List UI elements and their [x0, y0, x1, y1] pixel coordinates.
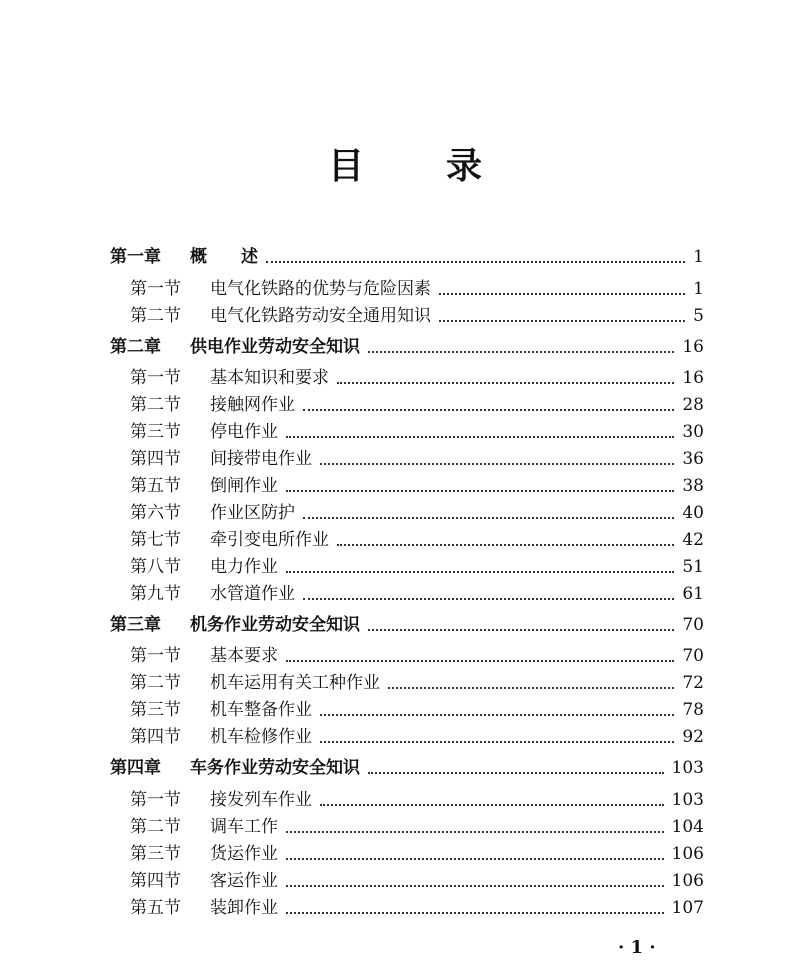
- toc-section-row: [0, 303, 800, 329]
- toc-entry-title: 客运作业: [210, 871, 278, 891]
- toc-page-number: 36: [682, 449, 704, 469]
- toc-leader-dots: [286, 877, 664, 887]
- toc-leader-dots: [320, 706, 674, 716]
- toc-page-number: 28: [682, 395, 704, 415]
- toc-leader-dots: [286, 904, 664, 914]
- toc-page-number: 104: [671, 817, 704, 837]
- toc-entry-title: 基本要求: [210, 646, 278, 666]
- toc-leader-dots: [303, 401, 674, 411]
- toc-page-number: 103: [671, 790, 704, 810]
- toc-entry-title: 电气化铁路的优势与危险因素: [210, 279, 431, 299]
- toc-leader-dots: [286, 823, 664, 833]
- toc-entry-title: 电气化铁路劳动安全通用知识: [210, 306, 431, 326]
- toc-page-number: 51: [682, 557, 704, 577]
- toc-section-row: [0, 670, 800, 696]
- toc-section-row: [0, 581, 800, 607]
- toc-leader-dots: [439, 312, 685, 322]
- toc-section-row: [0, 895, 800, 921]
- toc-page-number: 72: [682, 673, 704, 693]
- toc-leader-dots: [286, 563, 674, 573]
- toc-entry-label: 第四节: [130, 449, 181, 469]
- toc-entry-title: 车务作业劳动安全知识: [190, 758, 360, 778]
- toc-entry-title: 接触网作业: [210, 395, 295, 415]
- toc-section-row: [0, 643, 800, 669]
- toc-entry-title: 作业区防护: [210, 503, 295, 523]
- toc-page-number: 78: [682, 700, 704, 720]
- toc-entry-label: 第四章: [110, 758, 161, 778]
- toc-page-number: 16: [682, 337, 704, 357]
- toc-leader-dots: [266, 253, 685, 263]
- toc-page-number: 107: [671, 898, 704, 918]
- toc-section-row: [0, 841, 800, 867]
- toc-entry-title: 基本知识和要求: [210, 368, 329, 388]
- toc-entry-title: 接发列车作业: [210, 790, 312, 810]
- toc-page-number: 1: [693, 279, 704, 299]
- toc-entry-label: 第五节: [130, 476, 181, 496]
- toc-leader-dots: [286, 652, 674, 662]
- toc-entry-label: 第八节: [130, 557, 181, 577]
- toc-section-row: [0, 419, 800, 445]
- toc-entry-label: 第二节: [130, 395, 181, 415]
- toc-section-row: [0, 276, 800, 302]
- toc-entry-label: 第二节: [130, 306, 181, 326]
- toc-section-row: [0, 500, 800, 526]
- toc-entry-label: 第四节: [130, 727, 181, 747]
- toc-page-number: 16: [682, 368, 704, 388]
- toc-entry-label: 第一节: [130, 368, 181, 388]
- toc-page-number: 70: [682, 646, 704, 666]
- toc-entry-title: 装卸作业: [210, 898, 278, 918]
- toc-chapter-row: [0, 612, 800, 638]
- toc-leader-dots: [320, 733, 674, 743]
- toc-leader-dots: [286, 482, 674, 492]
- toc-page-number: 42: [682, 530, 704, 550]
- toc-section-row: [0, 473, 800, 499]
- page-title: [0, 142, 800, 192]
- toc-entry-title: 机车整备作业: [210, 700, 312, 720]
- toc-section-row: [0, 724, 800, 750]
- toc-entry-label: 第二章: [110, 337, 161, 357]
- title-char-lu: 录: [446, 146, 483, 187]
- toc-entry-title: 供电作业劳动安全知识: [190, 337, 360, 357]
- toc-chapter-row: [0, 244, 800, 270]
- toc-leader-dots: [337, 536, 674, 546]
- toc-leader-dots: [320, 455, 674, 465]
- toc-entry-title: 倒闸作业: [210, 476, 278, 496]
- toc-entry-title: 间接带电作业: [210, 449, 312, 469]
- toc-entry-label: 第六节: [130, 503, 181, 523]
- toc-page-number: 1: [693, 247, 704, 267]
- toc-entry-label: 第五节: [130, 898, 181, 918]
- toc-page-number: 70: [682, 615, 704, 635]
- toc-leader-dots: [286, 850, 664, 860]
- toc-section-row: [0, 868, 800, 894]
- title-char-mu: 目: [328, 146, 365, 187]
- toc-section-row: [0, 446, 800, 472]
- toc-leader-dots: [368, 343, 674, 353]
- toc-section-row: [0, 527, 800, 553]
- toc-leader-dots: [368, 621, 674, 631]
- toc-section-row: [0, 787, 800, 813]
- toc-entry-title: 机车运用有关工种作业: [210, 673, 380, 693]
- toc-entry-label: 第一节: [130, 646, 181, 666]
- toc-entry-label: 第三节: [130, 700, 181, 720]
- toc-leader-dots: [320, 796, 664, 806]
- toc-leader-dots: [368, 764, 664, 774]
- toc-page-number: 106: [671, 844, 704, 864]
- toc-entry-label: 第三节: [130, 422, 181, 442]
- toc-page-number: 92: [682, 727, 704, 747]
- toc-page-number: 40: [682, 503, 704, 523]
- toc-leader-dots: [439, 285, 685, 295]
- toc-entry-title: 货运作业: [210, 844, 278, 864]
- toc-section-row: [0, 554, 800, 580]
- toc-page-number: 5: [693, 306, 704, 326]
- toc-chapter-row: [0, 334, 800, 360]
- toc-entry-label: 第二节: [130, 673, 181, 693]
- toc-leader-dots: [286, 428, 674, 438]
- toc-leader-dots: [337, 374, 674, 384]
- toc-entry-label: 第三节: [130, 844, 181, 864]
- toc-entry-title: 机车检修作业: [210, 727, 312, 747]
- toc-entry-title: 牵引变电所作业: [210, 530, 329, 550]
- toc-entry-title: 水管道作业: [210, 584, 295, 604]
- toc-leader-dots: [303, 590, 674, 600]
- toc-entry-title: 停电作业: [210, 422, 278, 442]
- toc-page-number: 106: [671, 871, 704, 891]
- toc-chapter-row: [0, 755, 800, 781]
- toc-leader-dots: [388, 679, 674, 689]
- toc-entry-label: 第九节: [130, 584, 181, 604]
- toc-entry-label: 第七节: [130, 530, 181, 550]
- toc-section-row: [0, 814, 800, 840]
- toc-section-row: [0, 697, 800, 723]
- toc-leader-dots: [303, 509, 674, 519]
- page-number: · 1 ·: [618, 937, 656, 958]
- toc-entry-label: 第一章: [110, 247, 161, 267]
- toc-page-number: 30: [682, 422, 704, 442]
- toc-entry-label: 第二节: [130, 817, 181, 837]
- toc-entry-title: 电力作业: [210, 557, 278, 577]
- toc-entry-label: 第一节: [130, 790, 181, 810]
- toc-page-number: 103: [671, 758, 704, 778]
- toc-entry-title: 调车工作: [210, 817, 278, 837]
- toc-section-row: [0, 365, 800, 391]
- toc-entry-label: 第三章: [110, 615, 161, 635]
- toc-section-row: [0, 392, 800, 418]
- toc-page-number: 61: [682, 584, 704, 604]
- toc-entry-label: 第一节: [130, 279, 181, 299]
- toc-entry-title: 概 述: [190, 247, 258, 267]
- toc-entry-title: 机务作业劳动安全知识: [190, 615, 360, 635]
- toc-entry-label: 第四节: [130, 871, 181, 891]
- toc-page-number: 38: [682, 476, 704, 496]
